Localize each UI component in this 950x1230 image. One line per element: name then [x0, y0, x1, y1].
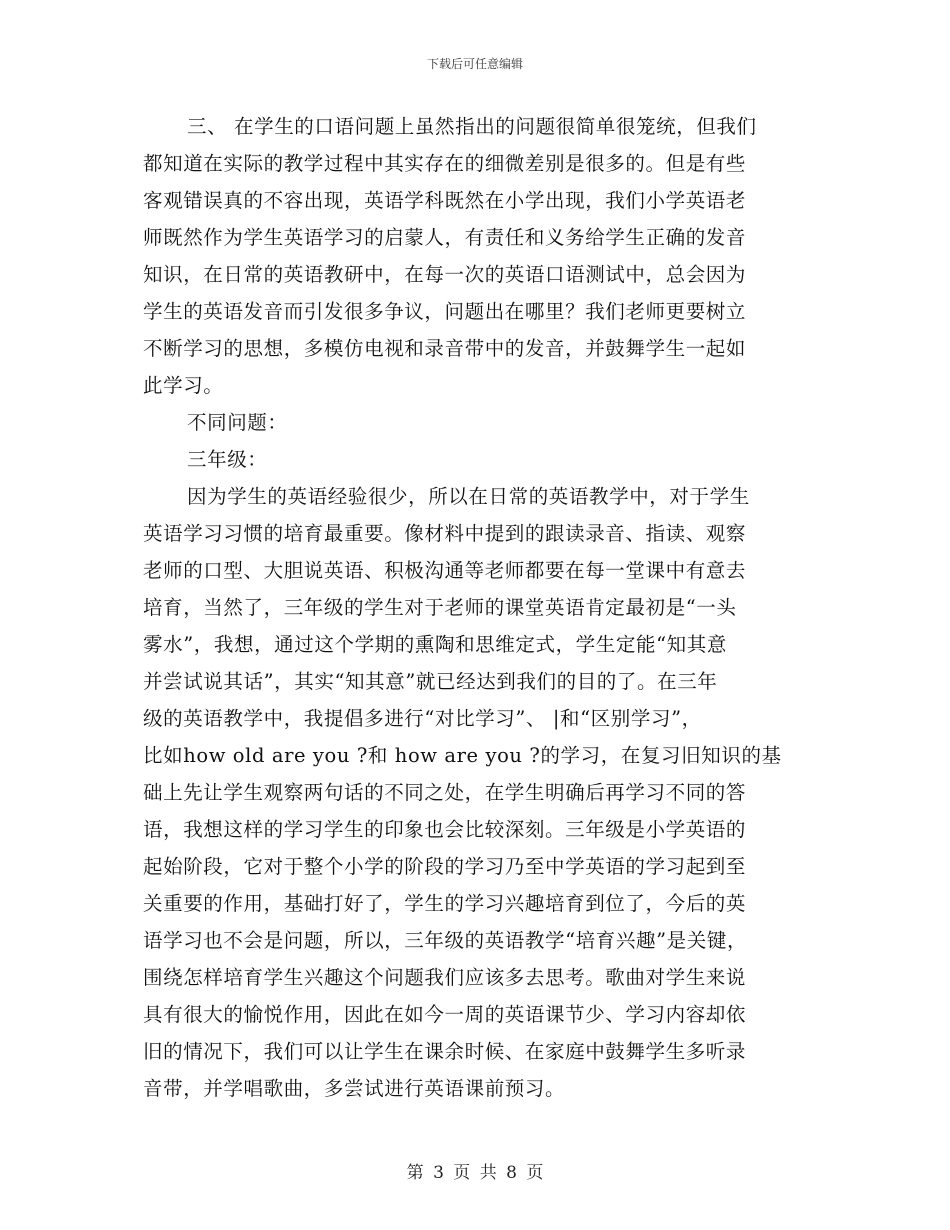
text-line: 旧的情况下，我们可以让学生在课余时候、在家庭中鼓舞学生多听录: [143, 1040, 747, 1063]
text-line: 雾水”，我想，通过这个学期的熏陶和思维定式，学生定能“知其意: [143, 633, 727, 656]
text-line: 知识，在日常的英语教研中，在每一次的英语口语测试中，总会因为: [143, 263, 747, 286]
text-line: 级的英语教学中，我提倡多进行“对比学习”、 |和“区别学习”，: [143, 707, 702, 730]
document-body: [143, 108, 811, 1107]
text-line: 关重要的作用，基础打好了，学生的学习兴趣培育到位了，今后的英: [143, 892, 747, 915]
text-line: 因为学生的英语经验很少，所以在日常的英语教学中，对于学生: [187, 485, 750, 508]
text-line: 客观错误真的不容出现，英语学科既然在小学出现，我们小学英语老: [143, 189, 747, 212]
text-line: 不断学习的思想，多模仿电视和录音带中的发音，并鼓舞学生一起如: [143, 337, 747, 360]
text-line: 并尝试说其话”，其实“知其意”就已经达到我们的目的了。在三年: [143, 670, 718, 693]
text-line: 围绕怎样培育学生兴趣这个问题我们应该多去思考。歌曲对学生来说: [143, 966, 747, 989]
text-line: 音带，并学唱歌曲，多尝试进行英语课前预习。: [143, 1077, 566, 1100]
text-line: 三、 在学生的口语问题上虽然指出的问题很简单很笼统，但我们: [187, 115, 757, 138]
text-line: 此学习。: [143, 374, 224, 397]
text-line: 础上先让学生观察两句话的不同之处，在学生明确后再学习不同的答: [143, 781, 747, 804]
page-header: 下载后可任意编辑: [426, 57, 523, 71]
text-line: 培育，当然了，三年级的学生对于老师的课堂英语肯定最初是“一头: [143, 596, 737, 619]
text-line: 学生的英语发音而引发很多争议，问题出在哪里？我们老师更要树立: [143, 300, 747, 323]
page-footer: 第 3 页 共 8 页: [406, 1163, 544, 1183]
section-heading: 不同问题：: [187, 411, 288, 434]
text-line: 都知道在实际的教学过程中其实存在的细微差别是很多的。但是有些: [143, 152, 747, 175]
text-line: 老师的口型、大胆说英语、积极沟通等老师都要在每一堂课中有意去: [143, 559, 747, 582]
text-line: 师既然作为学生英语学习的启蒙人，有责任和义务给学生正确的发音: [143, 226, 747, 249]
section-heading: 三年级：: [187, 448, 268, 471]
text-line: 英语学习习惯的培育最重要。像材料中提到的跟读录音、指读、观察: [143, 522, 747, 545]
text-line: 语学习也不会是问题，所以，三年级的英语教学“培育兴趣”是关键，: [143, 929, 748, 952]
text-line: 语，我想这样的学习学生的印象也会比较深刻。三年级是小学英语的: [143, 818, 747, 841]
text-line: 比如how old are you ?和 how are you ?的学习，在复习旧知识的基: [143, 744, 782, 767]
text-line: 起始阶段，它对于整个小学的阶段的学习乃至中学英语的学习起到至: [143, 855, 747, 878]
text-line: 具有很大的愉悦作用，因此在如今一周的英语课节少、学习内容却依: [143, 1003, 747, 1026]
